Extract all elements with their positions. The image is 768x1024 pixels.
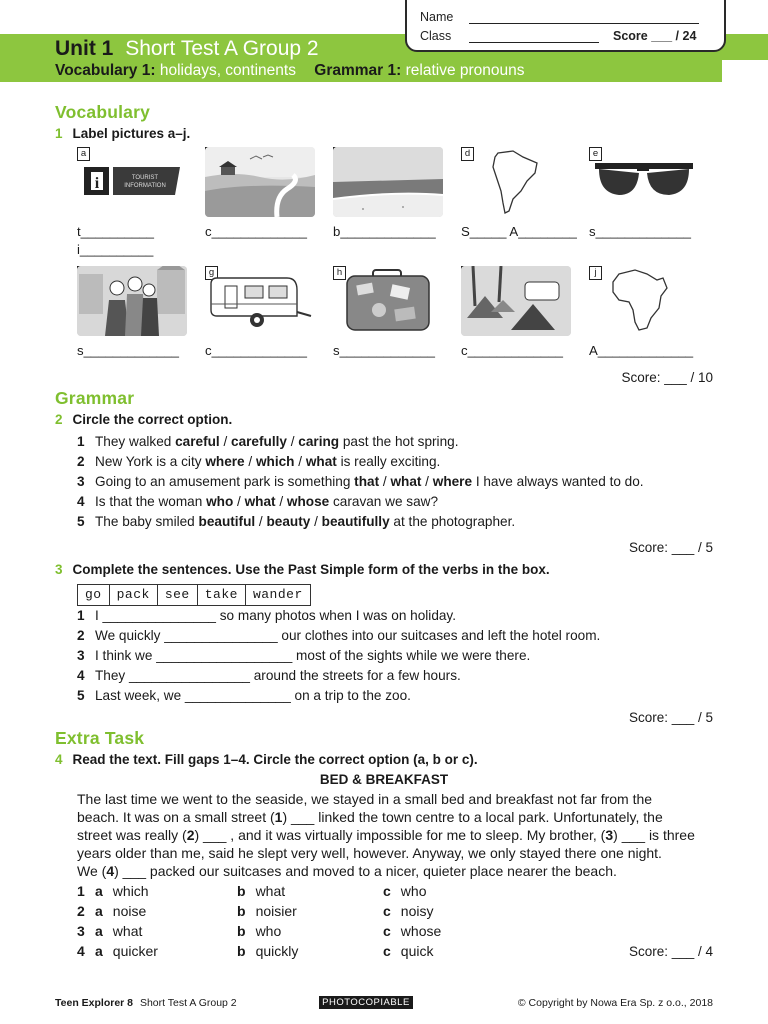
sentence-fragment: I have always wanted to do. bbox=[472, 474, 644, 489]
class-label: Class bbox=[420, 29, 452, 43]
option-letter: c bbox=[383, 903, 391, 919]
answer-line-b[interactable]: c_____________ bbox=[205, 224, 307, 239]
option-text: who bbox=[400, 883, 427, 899]
paragraph-line bbox=[77, 808, 727, 826]
campsite-icon bbox=[461, 266, 571, 336]
option-text: what bbox=[112, 923, 143, 939]
task-text: Complete the sentences. Use the Past Simple form of the verbs in the box. bbox=[72, 562, 550, 577]
text-fragment: ) ___ , and it was virtually impossible for me to sleep. My brother, ( bbox=[194, 827, 606, 843]
answer-line-g[interactable]: c_____________ bbox=[205, 343, 307, 358]
option-letter: a bbox=[95, 923, 103, 939]
task-number: 2 bbox=[55, 412, 63, 427]
option-letter: b bbox=[237, 923, 246, 939]
item-number: 5 bbox=[77, 514, 85, 529]
book-title: Teen Explorer 8 bbox=[55, 997, 134, 1009]
word-box-item: pack bbox=[110, 585, 158, 605]
sentence-text: They ________________ around the streets for a few hours. bbox=[95, 668, 461, 683]
south-america-map-icon bbox=[461, 147, 571, 217]
sentence-item[interactable] bbox=[77, 628, 600, 648]
text-fragment: beach. It was on a small street ( bbox=[77, 809, 275, 825]
task-number: 4 bbox=[55, 752, 63, 767]
sentence-fragment: is really exciting. bbox=[336, 454, 441, 469]
option-b[interactable] bbox=[237, 883, 285, 899]
sentence-text: We quickly _______________ our clothes into our suitcases and left the hotel room. bbox=[95, 628, 601, 643]
option-word[interactable]: who bbox=[206, 494, 234, 509]
sentence-text: Last week, we ______________ on a trip to the zoo. bbox=[95, 688, 411, 703]
beach-icon bbox=[333, 147, 443, 217]
option-word[interactable]: what bbox=[305, 454, 337, 469]
option-word[interactable]: careful bbox=[175, 434, 220, 449]
option-word[interactable]: beautifully bbox=[321, 514, 390, 529]
sentence-text: I think we __________________ most of the sights while we were there. bbox=[95, 648, 531, 663]
vocabulary-heading: Vocabulary bbox=[55, 102, 151, 122]
vocab-label: Vocabulary 1: bbox=[55, 62, 156, 79]
countryside-icon bbox=[205, 147, 315, 217]
svg-text:INFORMATION: INFORMATION bbox=[124, 183, 166, 189]
sentence-text: I _______________ so many photos when I was on holiday. bbox=[95, 608, 456, 623]
task-text: Read the text. Fill gaps 1–4. Circle the correct option (a, b or c). bbox=[72, 752, 478, 767]
option-text: who bbox=[255, 923, 282, 939]
class-field[interactable] bbox=[469, 42, 599, 43]
svg-text:TOURIST: TOURIST bbox=[131, 175, 159, 181]
task-text: Label pictures a–j. bbox=[72, 126, 191, 141]
option-b[interactable] bbox=[237, 943, 298, 959]
option-c[interactable] bbox=[383, 883, 426, 899]
answer-line-a[interactable]: t__________ bbox=[77, 224, 155, 239]
option-word[interactable]: where bbox=[205, 454, 245, 469]
paragraph-line bbox=[77, 790, 727, 808]
item-number: 1 bbox=[77, 434, 85, 449]
option-word[interactable]: caring bbox=[298, 434, 340, 449]
grammar-topic: relative pronouns bbox=[405, 62, 525, 79]
sentence-fragment: The baby smiled bbox=[95, 514, 199, 529]
name-field[interactable] bbox=[469, 23, 699, 24]
gap-number: 2 bbox=[186, 827, 195, 843]
africa-map-icon bbox=[589, 266, 699, 336]
grammar-label: Grammar 1: bbox=[314, 62, 402, 79]
paragraph-line bbox=[77, 844, 727, 862]
photocopiable-badge: PHOTOCOPIABLE bbox=[319, 996, 413, 1009]
task-4-instruction bbox=[55, 752, 478, 767]
option-c[interactable] bbox=[383, 903, 433, 919]
text-fragment: ) ___ is three bbox=[613, 827, 695, 843]
reading-paragraph bbox=[77, 790, 727, 880]
sentence-fragment: / bbox=[421, 474, 433, 489]
answer-line-d[interactable]: S_____ A________ bbox=[461, 224, 577, 239]
word-box-item: go bbox=[78, 585, 110, 605]
option-text: quicker bbox=[112, 943, 158, 959]
grammar-item bbox=[77, 474, 644, 494]
sentence-fragment: / bbox=[379, 474, 391, 489]
item-number: 5 bbox=[77, 688, 85, 703]
text-fragment: ) ___ linked the town centre to a local park. Unfortunately, the bbox=[282, 809, 663, 825]
grammar-items bbox=[77, 434, 644, 534]
option-text: noisy bbox=[400, 903, 434, 919]
task-number: 3 bbox=[55, 562, 63, 577]
word-box-item: wander bbox=[252, 587, 303, 602]
option-word[interactable]: carefully bbox=[231, 434, 287, 449]
option-letter: c bbox=[383, 923, 391, 939]
answer-line-i[interactable]: c_____________ bbox=[461, 343, 563, 358]
sentence-fragment: Going to an amusement park is something bbox=[95, 474, 355, 489]
item-number: 4 bbox=[77, 494, 85, 509]
option-word[interactable]: whose bbox=[286, 494, 330, 509]
option-text: which bbox=[112, 883, 149, 899]
sentence-item[interactable] bbox=[77, 608, 600, 628]
copyright: © Copyright by Nowa Era Sp. z o.o., 2018 bbox=[517, 997, 713, 1009]
option-word[interactable]: which bbox=[255, 454, 295, 469]
student-info-box bbox=[405, 0, 726, 52]
word-box-item: see bbox=[158, 585, 198, 605]
sightseeing-icon bbox=[77, 266, 187, 336]
answer-line-e[interactable]: s_____________ bbox=[589, 224, 691, 239]
sentence-fragment: / bbox=[233, 494, 245, 509]
grammar-item bbox=[77, 494, 644, 514]
word-box-item: take bbox=[198, 585, 246, 605]
option-a[interactable] bbox=[95, 883, 149, 899]
option-letter: b bbox=[237, 883, 246, 899]
test-title: Short Test A Group 2 bbox=[125, 37, 319, 60]
sunglasses-icon bbox=[589, 147, 699, 217]
item-number: 3 bbox=[77, 648, 85, 663]
task-3-instruction bbox=[55, 562, 550, 577]
item-number: 4 bbox=[77, 668, 85, 683]
item-number: 1 bbox=[77, 883, 85, 899]
option-word[interactable]: where bbox=[432, 474, 473, 489]
sentence-fragment: New York is a city bbox=[95, 454, 206, 469]
option-a[interactable] bbox=[95, 943, 158, 959]
option-text: noisier bbox=[255, 903, 297, 919]
item-number: 2 bbox=[77, 628, 85, 643]
name-label: Name bbox=[420, 10, 454, 24]
item-number: 4 bbox=[77, 943, 85, 959]
option-a[interactable] bbox=[95, 923, 142, 939]
sentence-fragment: / bbox=[244, 454, 256, 469]
text-fragment: The last time we went to the seaside, we stayed in a small bed and breakfast not far from the bbox=[77, 791, 653, 807]
sentence-fragment: / bbox=[294, 454, 306, 469]
option-c[interactable] bbox=[383, 943, 433, 959]
text-fragment: We ( bbox=[77, 863, 107, 879]
option-text: quickly bbox=[255, 943, 299, 959]
answer-line-j[interactable]: A_____________ bbox=[589, 343, 694, 358]
sentence-item[interactable] bbox=[77, 648, 600, 668]
option-letter: a bbox=[95, 883, 103, 899]
picture-label-d: d bbox=[461, 147, 474, 161]
paragraph-line bbox=[77, 826, 727, 844]
grammar-item bbox=[77, 434, 644, 454]
option-word[interactable]: that bbox=[354, 474, 380, 489]
svg-text:i: i bbox=[94, 175, 100, 192]
task-number: 1 bbox=[55, 126, 63, 141]
text-fragment: years older than me, said he slept very well, however. Anyway, we only stayed there one night. bbox=[77, 845, 662, 861]
option-letter: b bbox=[237, 903, 246, 919]
option-text: quick bbox=[400, 943, 434, 959]
sentence-fragment: / bbox=[310, 514, 322, 529]
paragraph-line bbox=[77, 862, 727, 880]
sentence-fragment: They walked bbox=[95, 434, 176, 449]
unit-number: Unit 1 bbox=[55, 37, 114, 60]
sentence-fragment: caravan we saw? bbox=[329, 494, 439, 509]
text-fragment: street was really ( bbox=[77, 827, 187, 843]
item-number: 1 bbox=[77, 608, 85, 623]
task-text: Circle the correct option. bbox=[72, 412, 233, 427]
option-b[interactable] bbox=[237, 903, 297, 919]
task-2-instruction bbox=[55, 412, 232, 427]
option-word[interactable]: beautiful bbox=[198, 514, 256, 529]
task-4-score: Score: ___ / 4 bbox=[628, 944, 713, 959]
item-number: 2 bbox=[77, 454, 85, 469]
option-c[interactable] bbox=[383, 923, 441, 939]
item-number: 3 bbox=[77, 474, 85, 489]
sentence-fragment: Is that the woman bbox=[95, 494, 207, 509]
picture-label-a: a bbox=[77, 147, 90, 161]
picture-label-j: j bbox=[589, 266, 602, 280]
option-letter: a bbox=[95, 903, 103, 919]
option-word[interactable]: what bbox=[244, 494, 276, 509]
sentence-item[interactable] bbox=[77, 688, 600, 708]
option-text: noise bbox=[112, 903, 147, 919]
option-letter: c bbox=[383, 883, 391, 899]
answer-line-c[interactable]: b_____________ bbox=[333, 224, 436, 239]
option-letter: a bbox=[95, 943, 103, 959]
vocab-topic: holidays, continents bbox=[159, 62, 296, 79]
text-fragment: ) ___ packed our suitcases and moved to a nicer, quieter place nearer the beach. bbox=[114, 863, 617, 879]
footer-book bbox=[55, 997, 237, 1009]
sentence-fragment: / bbox=[286, 434, 299, 449]
sentence-fragment: / bbox=[219, 434, 232, 449]
unit-subtitle bbox=[55, 60, 525, 82]
reading-title: BED & BREAKFAST bbox=[319, 772, 449, 787]
option-letter: b bbox=[237, 943, 246, 959]
word-box bbox=[77, 584, 311, 606]
test-name: Short Test A Group 2 bbox=[139, 997, 237, 1009]
answer-line-f[interactable]: s_____________ bbox=[77, 343, 179, 358]
picture-label-g: g bbox=[205, 266, 218, 280]
sentence-fragment: at the photographer. bbox=[389, 514, 516, 529]
task-3-score: Score: ___ / 5 bbox=[628, 710, 713, 725]
extra-task-heading: Extra Task bbox=[55, 728, 145, 748]
option-text: whose bbox=[400, 923, 442, 939]
sentence-item[interactable] bbox=[77, 668, 600, 688]
item-number: 3 bbox=[77, 923, 85, 939]
option-b[interactable] bbox=[237, 923, 281, 939]
gap-number: 4 bbox=[106, 863, 115, 879]
option-letter: c bbox=[383, 943, 391, 959]
task-3-items bbox=[77, 608, 600, 708]
task-1-instruction bbox=[55, 126, 190, 141]
total-score-label: Score ___ / 24 bbox=[613, 29, 697, 43]
unit-title bbox=[55, 36, 319, 62]
sentence-fragment: / bbox=[275, 494, 287, 509]
answer-line-a2[interactable]: i__________ bbox=[77, 242, 154, 257]
sentence-fragment: past the hot spring. bbox=[339, 434, 459, 449]
grammar-item bbox=[77, 514, 644, 534]
gap-number: 3 bbox=[605, 827, 614, 843]
picture-label-e: e bbox=[589, 147, 602, 161]
option-text: what bbox=[255, 883, 286, 899]
answer-line-h[interactable]: s_____________ bbox=[333, 343, 435, 358]
gap-number: 1 bbox=[274, 809, 283, 825]
item-number: 2 bbox=[77, 903, 85, 919]
sentence-fragment: / bbox=[255, 514, 267, 529]
grammar-item bbox=[77, 454, 644, 474]
picture-label-h: h bbox=[333, 266, 346, 280]
option-a[interactable] bbox=[95, 903, 146, 919]
option-word[interactable]: beauty bbox=[266, 514, 311, 529]
grammar-heading: Grammar bbox=[55, 388, 135, 408]
tourist-information-icon bbox=[77, 150, 187, 220]
option-word[interactable]: what bbox=[390, 474, 422, 489]
grammar-score: Score: ___ / 5 bbox=[628, 540, 713, 555]
caravan-icon bbox=[205, 266, 315, 336]
suitcase-icon bbox=[333, 266, 443, 336]
vocabulary-score: Score: ___ / 10 bbox=[621, 370, 713, 385]
